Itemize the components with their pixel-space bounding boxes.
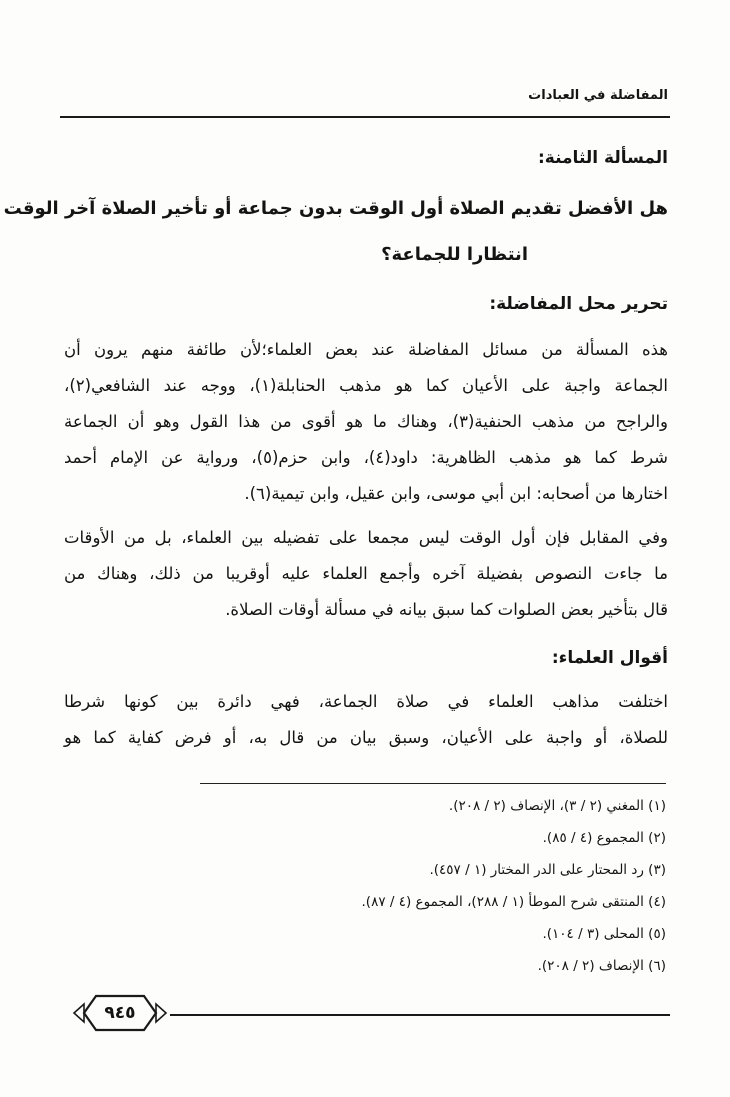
subheading-scope: تحرير محل المفاضلة:	[489, 294, 668, 314]
section-heading: المسألة الثامنة:	[537, 148, 668, 168]
paragraph-3-line-1: اختلفت مذاهب العلماء في صلاة الجماعة، فهي دائرة بين كونها شرطا	[64, 692, 668, 711]
footnote-2: (٢) المجموع (٤ / ٨٥).	[542, 830, 666, 846]
paragraph-3-line-2: للصلاة، أو واجبة على الأعيان، وسبق بيان من قال به، أو فرض كفاية كما هو	[64, 728, 668, 747]
question-line-2: انتظارا للجماعة؟	[381, 244, 528, 265]
paragraph-1-line-3: والراجح من مذهب الحنفية(٣)، وهناك ما هو أقوى من هذا القول وهو أن الجماعة	[64, 412, 669, 431]
footnote-1: (١) المغني (٢ / ٣)، الإنصاف (٢ / ٢٠٨).	[448, 798, 666, 814]
footnote-5: (٥) المحلى (٣ / ١٠٤).	[542, 926, 666, 942]
paragraph-1-line-2: الجماعة واجبة على الأعيان كما هو مذهب الحنابلة(١)، ووجه عند الشافعي(٢)،	[64, 376, 668, 395]
footer-rule	[170, 1014, 670, 1016]
footnote-4: (٤) المنتقى شرح الموطأ (١ / ٢٨٨)، المجموع (٤ / ٨٧).	[361, 894, 666, 910]
paragraph-2-line-3: قال بتأخير بعض الصلوات كما سبق بيانه في مسألة أوقات الصلاة.	[225, 600, 668, 619]
footnote-separator	[200, 783, 666, 784]
question-line-1: هل الأفضل تقديم الصلاة أول الوقت بدون جماعة أو تأخير الصلاة آخر الوقت	[3, 198, 668, 219]
footnote-6: (٦) الإنصاف (٢ / ٢٠٨).	[537, 958, 666, 974]
paragraph-1-line-1: هذه المسألة من مسائل المفاضلة عند بعض العلماء؛لأن طائفة منهم يرون أن	[64, 340, 668, 359]
subheading-opinions: أقوال العلماء:	[551, 648, 668, 668]
footnote-3: (٣) رد المحتار على الدر المختار (١ / ٤٥٧).	[429, 862, 666, 878]
paragraph-2-line-2: ما جاءت النصوص بفضيلة آخره وأجمع العلماء عليه أوقريبا من ذلك، وهناك من	[64, 564, 668, 583]
running-header-title: المفاضلة في العبادات	[528, 88, 668, 103]
paragraph-1-line-5: اختارها من أصحابه: ابن أبي موسى، وابن عقيل، وابن تيمية(٦).	[244, 484, 668, 503]
page-number: ٩٤٥	[104, 1003, 136, 1023]
page-number-badge	[70, 990, 170, 1036]
paragraph-1-line-4: شرط كما هو مذهب الظاهرية: داود(٤)، وابن حزم(٥)، ورواية عن الإمام أحمد	[64, 448, 669, 467]
paragraph-2-line-1: وفي المقابل فإن أول الوقت ليس مجمعا على تفضيله بين العلماء، بل من الأوقات	[64, 528, 668, 547]
